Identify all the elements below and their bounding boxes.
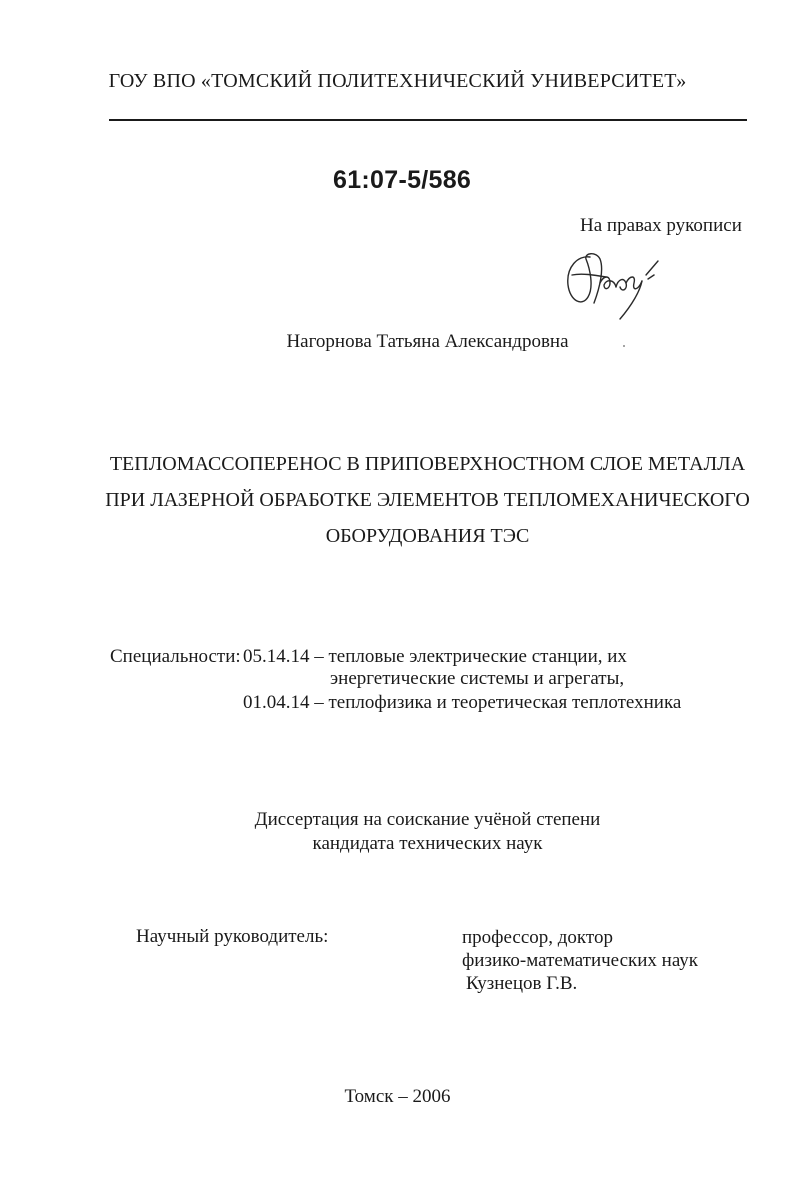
specialties-label: Специальности: — [110, 646, 241, 667]
city-year: Томск – 2006 — [344, 1086, 451, 1107]
title-line: ТЕПЛОМАССОПЕРЕНОС В ПРИПОВЕРХНОСТНОМ СЛОЕ МЕТАЛЛА — [109, 453, 746, 475]
dissertation-title — [0, 446, 795, 554]
specialty-2: 01.04.14 – теплофизика и теоретическая теплотехника — [243, 692, 682, 713]
degree-line: Диссертация на соискание учёной степени — [254, 809, 601, 830]
advisor-name: Кузнецов Г.В. — [466, 973, 578, 994]
degree-line: кандидата технических наук — [312, 833, 543, 854]
header-divider — [109, 119, 747, 121]
advisor-label: Научный руководитель: — [136, 926, 329, 947]
specialty-1-line-2: энергетические системы и агрегаты, — [330, 668, 625, 689]
rights-note: На правах рукописи — [580, 215, 742, 236]
advisor-field: физико-математических наук — [462, 950, 699, 971]
title-line: ОБОРУДОВАНИЯ ТЭС — [325, 525, 530, 547]
advisor-details — [462, 926, 698, 995]
author-name: Нагорнова Татьяна Александровна — [286, 331, 569, 352]
signature-icon — [560, 245, 665, 323]
institution-name: ГОУ ВПО «ТОМСКИЙ ПОЛИТЕХНИЧЕСКИЙ УНИВЕРСИТЕТ» — [108, 70, 687, 92]
degree-statement — [0, 808, 795, 856]
specialty-1-line-1: 05.14.14 – тепловые электрические станции, их — [243, 646, 627, 667]
catalog-code: 61:07-5/586 — [333, 166, 472, 194]
advisor-position: профессор, доктор — [462, 927, 613, 948]
title-line: ПРИ ЛАЗЕРНОЙ ОБРАБОТКЕ ЭЛЕМЕНТОВ ТЕПЛОМЕХАНИЧЕСКОГО — [105, 489, 750, 511]
